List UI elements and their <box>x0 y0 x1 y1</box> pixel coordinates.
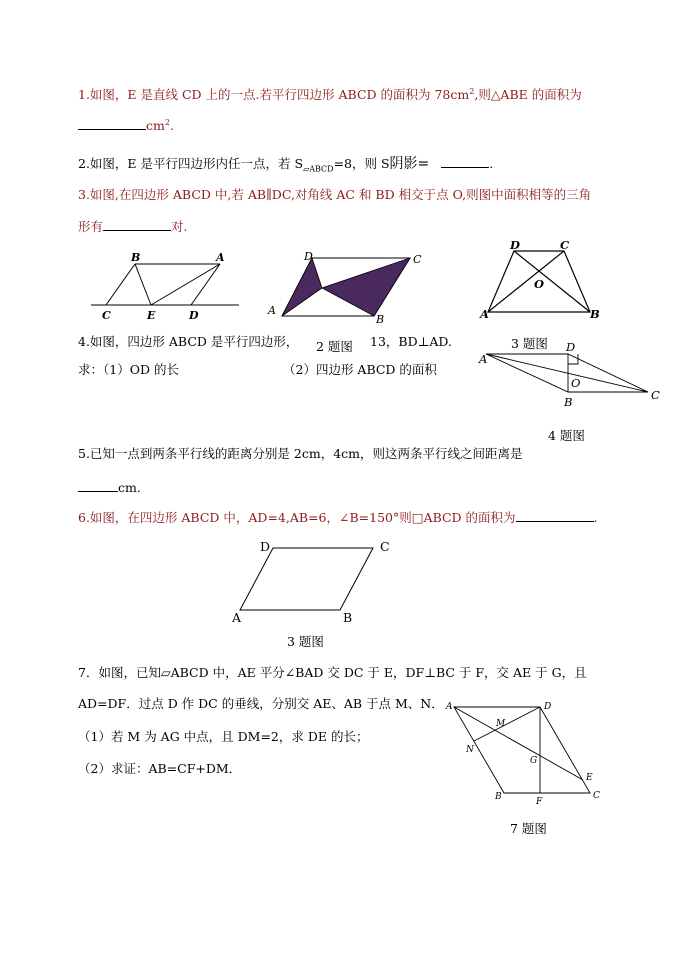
fig7-label-e: E <box>586 773 593 783</box>
fig2-label-a: A <box>268 304 276 317</box>
q4-line2a: 求：（1）OD 的长 <box>78 362 179 377</box>
q5-line1: 5.已知一点到两条平行线的距离分别是 2cm，4cm，则这两条平行线之间距离是 <box>78 446 523 461</box>
fig1-diagram <box>85 245 245 325</box>
fig3-label-o: O <box>534 277 545 291</box>
fig4-label-c: C <box>651 388 660 402</box>
fig2-label-e: E <box>314 291 323 304</box>
fig3-label-c: C <box>560 238 570 252</box>
fig4-label-b: B <box>564 395 573 409</box>
fig6-label-b: B <box>343 610 353 625</box>
q3-line2: 形有 对. <box>78 219 188 234</box>
fig4-diagonal-ac <box>486 354 648 392</box>
q6-line: 6.如图，在四边形 ABCD 中，AD=4,AB=6，∠B=150°则□ABCD 的面积为 . <box>78 510 598 525</box>
fig3-caption: 3 题图 <box>511 336 548 351</box>
fig7-label-a: A <box>446 702 453 712</box>
fig6-diagram <box>228 535 398 630</box>
fig7-label-d: D <box>544 702 552 712</box>
fig4-diagram <box>476 342 676 417</box>
q7-line1: 7．如图，已知▱ABCD 中，AE 平分∠BAD 交 DC 于 E，DF⊥BC 于 F，交 AE 于 G，且 <box>78 665 587 680</box>
q1-answer-blank[interactable] <box>78 117 146 130</box>
fig1-label-c: C <box>102 309 111 322</box>
fig4-right-angle <box>568 354 578 364</box>
q5-line2: cm. <box>78 479 141 496</box>
fig6-label-d: D <box>260 539 271 554</box>
fig1-label-e: E <box>147 309 156 322</box>
fig7-label-m: M <box>496 719 506 729</box>
fig7-label-f: F <box>536 797 543 807</box>
fig2-label-c: C <box>413 253 422 266</box>
fig4-label-a: A <box>479 352 488 366</box>
fig1-label-b: B <box>131 251 141 264</box>
fig1-seg-be <box>135 264 151 305</box>
q3-answer-blank[interactable] <box>103 218 171 231</box>
q7-sub2: （2）求证：AB=CF+DM． <box>78 761 242 776</box>
fig7-caption: 7 题图 <box>510 821 547 836</box>
fig3-diagram <box>478 240 608 325</box>
q4-line1b: 13，BD⊥AD. <box>370 334 452 349</box>
fig6-label-a: A <box>232 610 242 625</box>
fig2-shade-right <box>322 258 410 316</box>
fig1-side-ad <box>191 264 220 305</box>
fig4-label-o: O <box>571 376 581 390</box>
fig7-diagram <box>440 698 615 808</box>
q5-answer-blank[interactable] <box>78 479 118 492</box>
fig2-shade-left <box>282 258 322 316</box>
fig4-label-d: D <box>566 340 576 354</box>
fig2-caption: 2 题图 <box>316 339 353 354</box>
q2-line: 2.如图，E 是平行四边形内任一点，若 $S_{▱ABCD}=8$，则 S阴影= . <box>78 156 494 174</box>
fig6-caption: 3 题图 <box>287 634 324 649</box>
fig6-label-c: C <box>380 539 390 554</box>
fig7-label-c: C <box>593 791 600 801</box>
q4-line2b: （2）四边形 ABCD 的面积 <box>283 362 437 377</box>
q4-line1a: 4.如图，四边形 ABCD 是平行四边形， <box>78 334 299 349</box>
fig2-diagram <box>262 248 432 328</box>
q7-line2: AD=DF．过点 D 作 DC 的垂线，分别交 AE、AB 于点 M、N． <box>78 696 444 711</box>
fig1-label-a: A <box>216 251 225 264</box>
fig2-label-d: D <box>304 250 313 263</box>
q2-answer-blank[interactable] <box>441 155 489 168</box>
q3-line1: 3.如图,在四边形 ABCD 中,若 AB∥DC,对角线 AC 和 BD 相交于点 O,则图中面积相等的三角 <box>78 187 592 202</box>
q1-line1: 1.如图，E 是直线 CD 上的一点.若平行四边形 ABCD 的面积为 $78cm^2$,则△ABE 的面积为 <box>78 87 582 103</box>
fig1-seg-ae <box>151 264 220 305</box>
fig3-label-b: B <box>590 307 600 321</box>
q7-sub1: （1）若 M 为 AG 中点，且 DM=2，求 DE 的长； <box>78 729 369 744</box>
fig1-side-bc <box>106 264 135 305</box>
fig7-parallelogram <box>454 707 590 793</box>
fig2-label-b: B <box>376 313 385 326</box>
fig7-label-b: B <box>495 792 502 802</box>
q1-line2: $cm^2$. <box>78 115 174 134</box>
fig6-parallelogram <box>240 548 373 610</box>
fig1-label-d: D <box>189 309 199 322</box>
fig3-label-a: A <box>480 307 489 321</box>
fig7-label-n: N <box>466 745 474 755</box>
fig4-caption: 4 题图 <box>548 428 585 443</box>
q6-answer-blank[interactable] <box>516 509 594 522</box>
fig7-label-g: G <box>530 756 538 766</box>
fig3-label-d: D <box>510 238 520 252</box>
